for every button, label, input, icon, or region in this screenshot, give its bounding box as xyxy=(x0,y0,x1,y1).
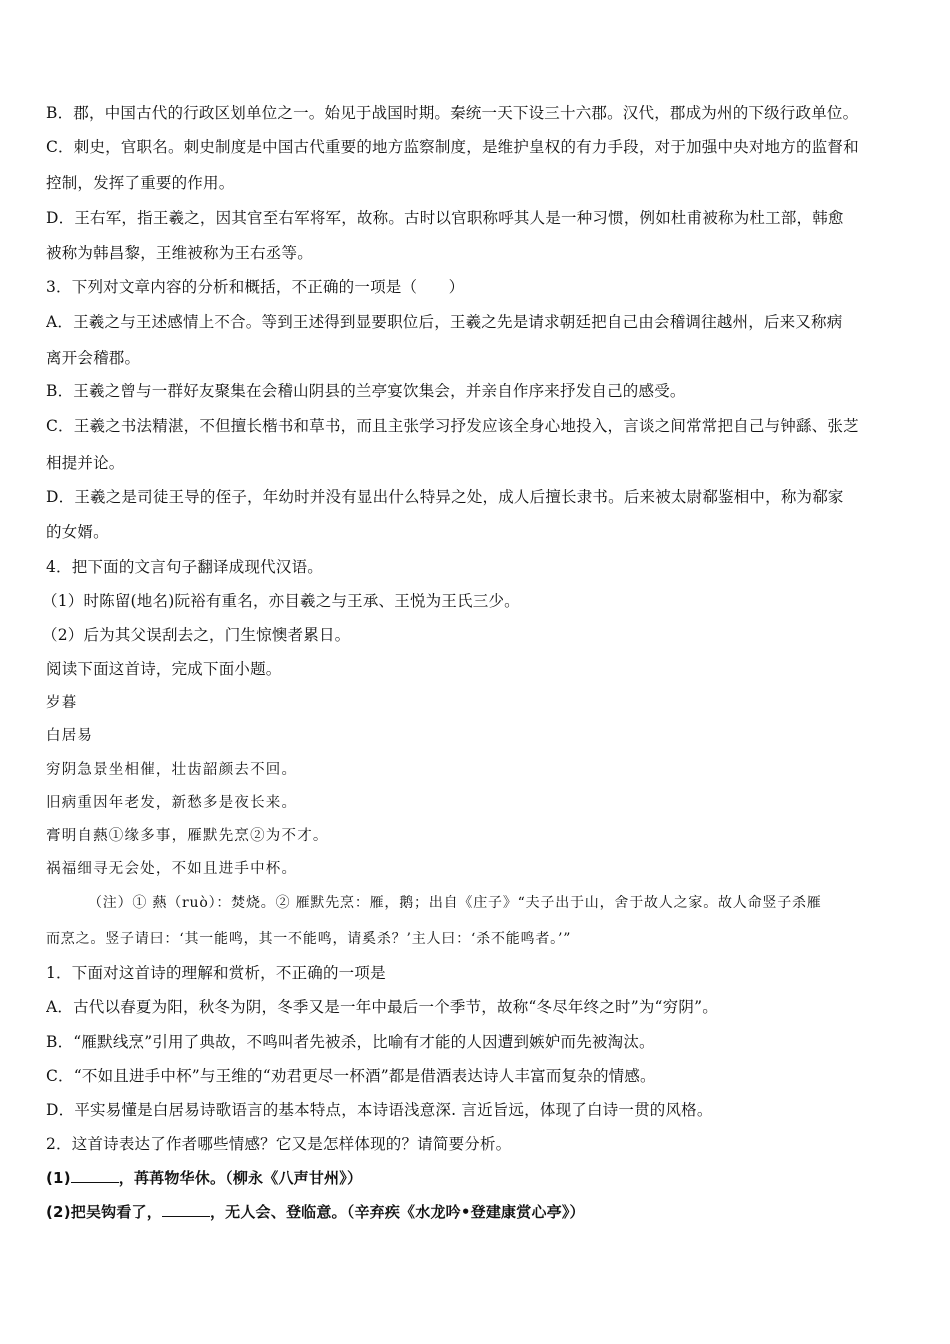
q4-sentence-2: （2）后为其父误刮去之，门生惊懊者累日。 xyxy=(42,626,351,644)
reading-instruction: 阅读下面这首诗，完成下面小题。 xyxy=(46,660,282,678)
fill-blank-1[interactable] xyxy=(71,1168,119,1183)
option-d-line-1: D．王右军，指王羲之，因其官至右军将军，故称。古时以官职称呼其人是一种习惯，例如杜甫被称为杜工部，韩愈 xyxy=(46,209,844,227)
poem-question-2-stem: 2．这首诗表达了作者哪些情感？它又是怎样体现的？请简要分析。 xyxy=(46,1135,512,1153)
poem-question-1-stem: 1．下面对这首诗的理解和赏析，不正确的一项是 xyxy=(46,964,386,982)
fill-item-1-suffix: ，苒苒物华休。（柳永《八声甘州》） xyxy=(118,1169,363,1187)
poem-note-line-1: （注）① 爇（ruò）：焚烧。② 雁默先烹：雁，鹅；出自《庄子》“夫子出于山，舍于故人之家。故人命竖子杀雁 xyxy=(88,895,822,911)
poem-verse-4: 祸福细寻无会处，不如且进手中杯。 xyxy=(46,861,298,877)
option-c-line-2: 控制，发挥了重要的作用。 xyxy=(46,174,235,192)
q3-option-d-line-2: 的女婿。 xyxy=(46,523,109,541)
poem-q1-option-a: A．古代以春夏为阳，秋冬为阴，冬季又是一年中最后一个季节，故称“冬尽年终之时”为“穷阴”。 xyxy=(46,998,718,1016)
fill-item-2-prefix: (2)把吴钩看了， xyxy=(46,1203,162,1221)
poem-verse-3: 膏明自爇①缘多事，雁默先烹②为不才。 xyxy=(46,828,329,844)
q3-option-a-line-2: 离开会稽郡。 xyxy=(46,349,141,367)
poem-note-line-2: 而烹之。竖子请曰：‘其一能鸣，其一不能鸣，请奚杀？’主人曰：‘杀不能鸣者。’” xyxy=(46,931,572,947)
fill-item-2-suffix: ，无人会、登临意。（辛弃疾《水龙吟•登建康赏心亭》） xyxy=(209,1203,585,1221)
q3-option-b: B．王羲之曾与一群好友聚集在会稽山阴县的兰亭宴饮集会，并亲自作序来抒发自己的感受。 xyxy=(46,382,686,400)
option-b-line: B．郡，中国古代的行政区划单位之一。始见于战国时期。秦统一天下设三十六郡。汉代，郡成为州的下级行政单位。 xyxy=(46,104,859,122)
fill-blank-item-1 xyxy=(46,1168,908,1188)
poem-author: 白居易 xyxy=(46,728,94,744)
poem-title: 岁暮 xyxy=(46,695,78,711)
poem-verse-1: 穷阴急景坐相催，壮齿韶颜去不回。 xyxy=(46,762,298,778)
q3-option-a-line-1: A．王羲之与王述感情上不合。等到王述得到显要职位后，王羲之先是请求朝廷把自己由会稽调往越州，后来又称病 xyxy=(46,313,843,331)
question-3-stem: 3．下列对文章内容的分析和概括，不正确的一项是（ ） xyxy=(46,278,465,296)
poem-q1-option-b: B．“雁默线烹”引用了典故，不鸣叫者先被杀，比喻有才能的人因遭到嫉妒而先被淘汰。 xyxy=(46,1033,655,1051)
q4-sentence-1: （1）时陈留(地名)阮裕有重名，亦目羲之与王承、王悦为王氏三少。 xyxy=(42,592,520,610)
fill-blank-2[interactable] xyxy=(162,1202,210,1217)
q3-option-c-line-2: 相提并论。 xyxy=(46,454,125,472)
fill-item-1-prefix: (1) xyxy=(46,1169,71,1187)
poem-q1-option-d: D．平实易懂是白居易诗歌语言的基本特点，本诗语浅意深. 言近旨远，体现了白诗一贯的风格。 xyxy=(46,1101,713,1119)
poem-verse-2: 旧病重因年老发，新愁多是夜长来。 xyxy=(46,795,298,811)
option-d-line-2: 被称为韩昌黎，王维被称为王右丞等。 xyxy=(46,244,313,262)
question-4-stem: 4．把下面的文言句子翻译成现代汉语。 xyxy=(46,558,323,576)
option-c-line-1: C．刺史，官职名。刺史制度是中国古代重要的地方监察制度，是维护皇权的有力手段，对于加强中央对地方的监督和 xyxy=(46,138,859,156)
q3-option-c-line-1: C．王羲之书法精湛，不但擅长楷书和草书，而且主张学习抒发应该全身心地投入，言谈之间常常把自己与钟繇、张芝 xyxy=(46,417,859,435)
fill-blank-item-2 xyxy=(46,1202,908,1222)
q3-option-d-line-1: D．王羲之是司徒王导的侄子，年幼时并没有显出什么特异之处，成人后擅长隶书。后来被太尉郗鉴相中，称为郗家 xyxy=(46,488,844,506)
poem-q1-option-c: C．“不如且进手中杯”与王维的“劝君更尽一杯酒”都是借酒表达诗人丰富而复杂的情感。 xyxy=(46,1067,656,1085)
